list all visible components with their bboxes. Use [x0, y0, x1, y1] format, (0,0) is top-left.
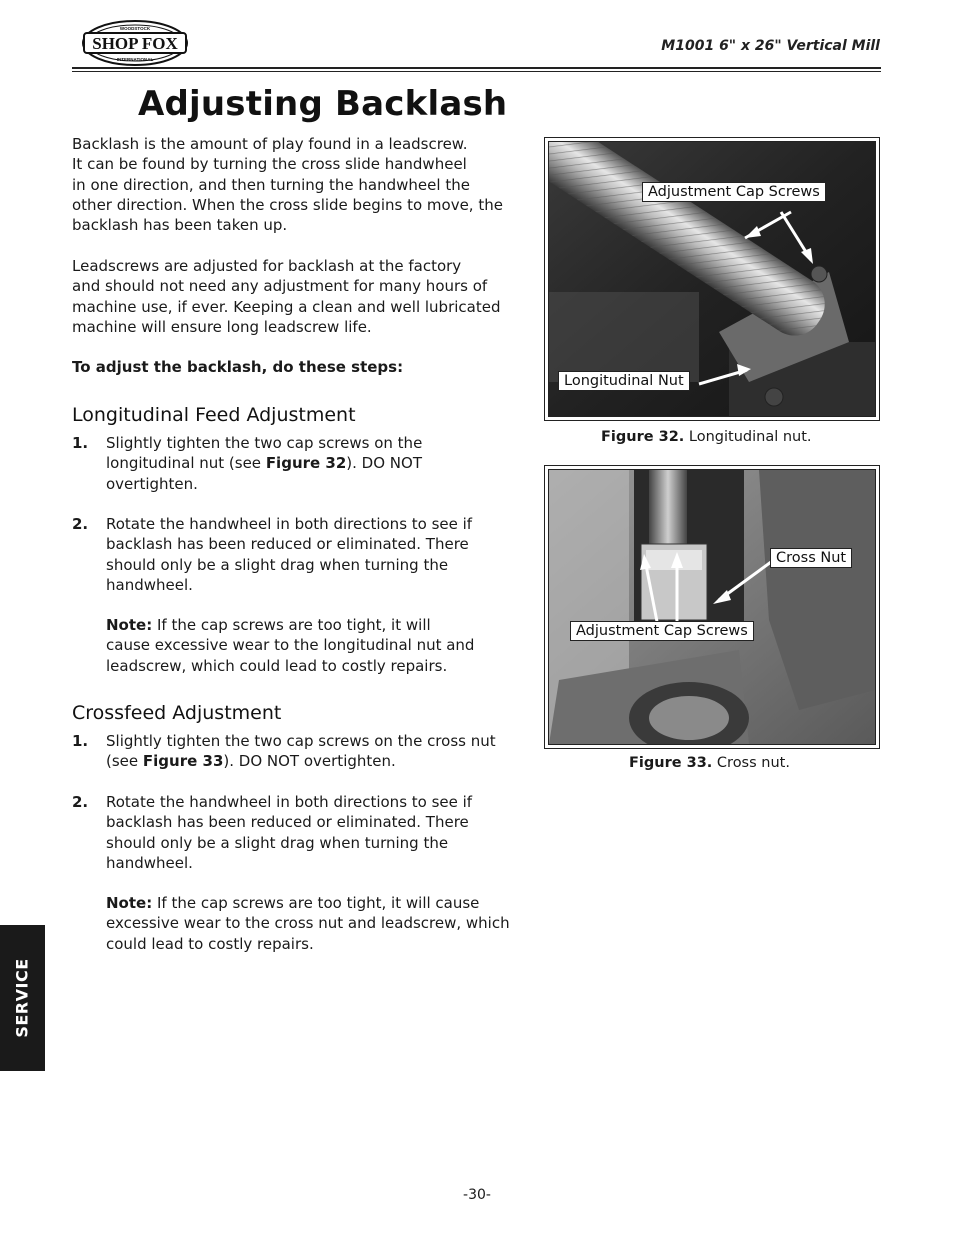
text-line: should only be a slight drag when turning the — [106, 833, 449, 852]
text-line: other direction. When the cross slide begins to move, the — [72, 195, 503, 214]
text-line: overtighten. — [106, 474, 198, 493]
caption-text: Cross nut. — [712, 755, 790, 771]
text-line: Backlash is the amount of play found in a leadscrew. — [72, 135, 468, 153]
longitudinal-step-1 — [106, 433, 422, 494]
crossfeed-note — [106, 893, 510, 954]
header-rule-thin — [72, 71, 881, 72]
page-number: -30- — [463, 1187, 491, 1203]
text-line: Slightly tighten the two cap screws on the — [106, 434, 423, 452]
text-line: Rotate the handwheel in both directions to see if — [106, 515, 473, 533]
text-line: in one direction, and then turning the handwheel the — [72, 175, 470, 194]
longitudinal-step-2 — [106, 514, 472, 595]
text-line: It can be found by turning the cross slide handwheel — [72, 155, 467, 174]
header-rule — [72, 67, 881, 69]
text-line: backlash has been taken up. — [72, 216, 288, 235]
text-line: Rotate the handwheel in both directions to see if — [106, 793, 473, 811]
crossfeed-heading: Crossfeed Adjustment — [72, 702, 282, 724]
text-line: backlash has been reduced or eliminated. There — [106, 813, 469, 832]
longitudinal-heading: Longitudinal Feed Adjustment — [72, 404, 356, 426]
callout-adjustment-cap-screws: Adjustment Cap Screws — [642, 182, 826, 202]
text-line: cause excessive wear to the longitudinal nut and — [106, 636, 475, 655]
text-line: backlash has been reduced or eliminated. There — [106, 535, 469, 554]
text-line: leadscrew, which could lead to costly repairs. — [106, 656, 448, 675]
logo-graphic — [80, 18, 190, 68]
figure-32-reference: Figure 32 — [265, 454, 347, 473]
text-line: handwheel. — [106, 575, 193, 594]
text-fragment: If the cap screws are too tight, it will — [152, 616, 431, 634]
page-title: Adjusting Backlash — [138, 84, 508, 124]
logo-text: SHOP FOX — [92, 34, 178, 53]
text-fragment: (see — [106, 752, 143, 771]
text-line: machine will ensure long leadscrew life. — [72, 317, 372, 336]
text-line — [106, 893, 510, 913]
caption-text: Longitudinal nut. — [684, 429, 812, 445]
service-section-tab — [0, 925, 45, 1071]
caption-label: Figure 33. — [629, 755, 713, 771]
service-tab-label: SERVICE — [12, 958, 32, 1038]
intro-paragraph-1 — [72, 134, 503, 235]
text-line — [106, 751, 496, 771]
note-label: Note: — [106, 894, 153, 912]
text-line: machine use, if ever. Keeping a clean and well lubricated — [72, 297, 501, 316]
text-line: should only be a slight drag when turning the — [106, 555, 449, 574]
shop-fox-logo — [80, 18, 190, 68]
figure-33-reference: Figure 33 — [142, 752, 224, 771]
note-label: Note: — [106, 616, 153, 634]
text-line — [106, 453, 422, 473]
text-line: Leadscrews are adjusted for backlash at the factory — [72, 257, 462, 275]
step-number: 2. — [72, 515, 89, 533]
longitudinal-note — [106, 615, 474, 676]
text-line: Slightly tighten the two cap screws on the cross nut — [106, 732, 496, 750]
step-number: 2. — [72, 793, 89, 811]
caption-label: Figure 32. — [601, 429, 685, 445]
document-title: M1001 6" x 26" Vertical Mill — [661, 38, 880, 54]
text-line: excessive wear to the cross nut and leadscrew, which — [106, 914, 510, 933]
callout-longitudinal-nut: Longitudinal Nut — [558, 371, 690, 391]
crossfeed-step-1 — [106, 731, 496, 772]
callout-cross-nut: Cross Nut — [770, 548, 852, 568]
logo-ring-bottom: INTERNATIONAL — [116, 57, 154, 62]
step-number: 1. — [72, 732, 89, 750]
text-fragment: ). DO NOT overtighten. — [223, 752, 396, 771]
crossfeed-step-2 — [106, 792, 472, 873]
figure-33-photo — [548, 469, 876, 745]
intro-paragraph-2 — [72, 256, 500, 337]
figure-32-frame — [544, 137, 880, 421]
figure-33-frame — [544, 465, 880, 749]
callout-adjustment-cap-screws: Adjustment Cap Screws — [570, 621, 754, 641]
text-fragment: If the cap screws are too tight, it will cause — [152, 894, 480, 912]
text-line: could lead to costly repairs. — [106, 934, 314, 953]
text-fragment: ). DO NOT — [346, 454, 422, 473]
text-line: and should not need any adjustment for many hours of — [72, 277, 488, 296]
logo-ring-top: WOODSTOCK — [119, 26, 151, 31]
steps-lead: To adjust the backlash, do these steps: — [72, 358, 404, 376]
text-line — [106, 615, 474, 635]
step-number: 1. — [72, 434, 89, 452]
figure-33-caption — [629, 755, 790, 771]
text-fragment: longitudinal nut (see — [106, 454, 266, 473]
cross-nut-photo — [549, 470, 875, 744]
text-line: handwheel. — [106, 853, 193, 872]
figure-32-caption — [601, 429, 812, 445]
